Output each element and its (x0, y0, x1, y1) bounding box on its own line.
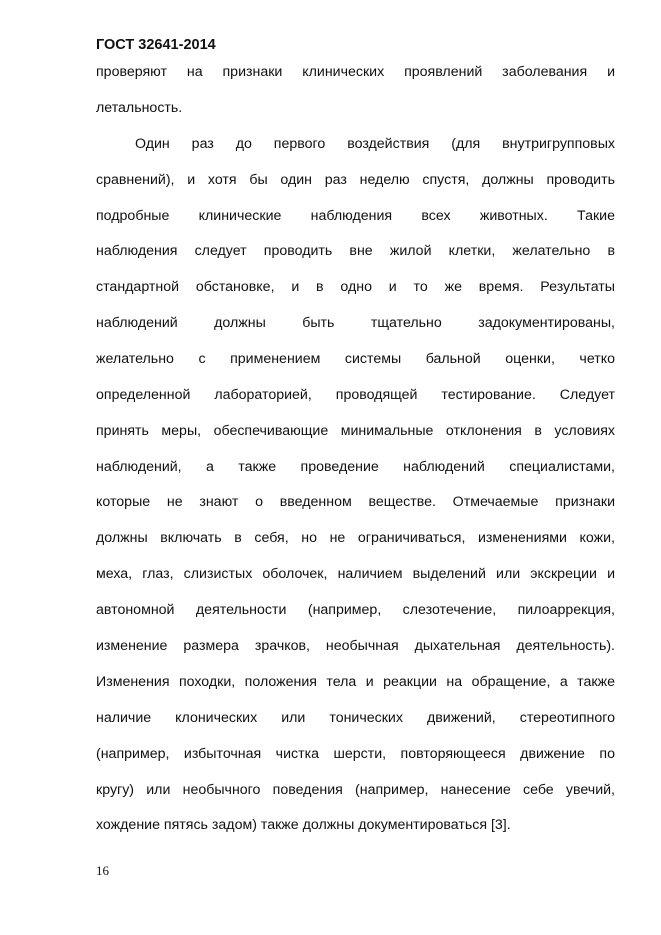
text-line: подробные клинические наблюдения всех животных. Такие (96, 208, 615, 224)
text-line: наблюдений, а также проведение наблюдений специалистами, (96, 459, 615, 475)
text-line: определенной лабораторией, проводящей тестирование. Следует (96, 387, 615, 403)
text-line: принять меры, обеспечивающие минимальные отклонения в условиях (96, 423, 615, 439)
text-line: Изменения походки, положения тела и реакции на обращение, а также (96, 674, 615, 690)
text-line: хождение пятясь задом) также должны документироваться [3]. (96, 817, 511, 833)
text-line: Один раз до первого воздействия (для внутригрупповых (135, 136, 615, 152)
text-line: наблюдений должны быть тщательно задокументированы, (96, 315, 615, 331)
text-line: изменение размера зрачков, необычная дыхательная деятельность). (96, 638, 615, 654)
text-line: сравнений), и хотя бы один раз неделю спустя, должны проводить (96, 172, 615, 188)
document-standard-header: ГОСТ 32641-2014 (96, 37, 216, 53)
text-line: автономной деятельности (например, слезотечение, пилоаррекция, (96, 602, 615, 618)
text-line: наблюдения следует проводить вне жилой клетки, желательно в (96, 243, 615, 259)
text-line: летальность. (96, 100, 183, 116)
text-line: наличие клонических или тонических движений, стереотипного (96, 710, 615, 726)
text-line: кругу) или необычного поведения (например, нанесение себе увечий, (96, 782, 615, 798)
text-line: должны включать в себя, но не ограничиваться, изменениями кожи, (96, 530, 615, 546)
text-line: желательно с применением системы бальной оценки, четко (96, 351, 615, 367)
text-line: стандартной обстановке, и в одно и то же время. Результаты (96, 279, 615, 295)
text-line: (например, избыточная чистка шерсти, повторяющееся движение по (96, 746, 615, 762)
text-line: меха, глаз, слизистых оболочек, наличием выделений или экскреции и (96, 566, 615, 582)
page-number: 16 (96, 863, 109, 878)
text-line: проверяют на признаки клинических проявлений заболевания и (96, 64, 615, 80)
text-line: которые не знают о введенном веществе. Отмечаемые признаки (96, 494, 615, 510)
